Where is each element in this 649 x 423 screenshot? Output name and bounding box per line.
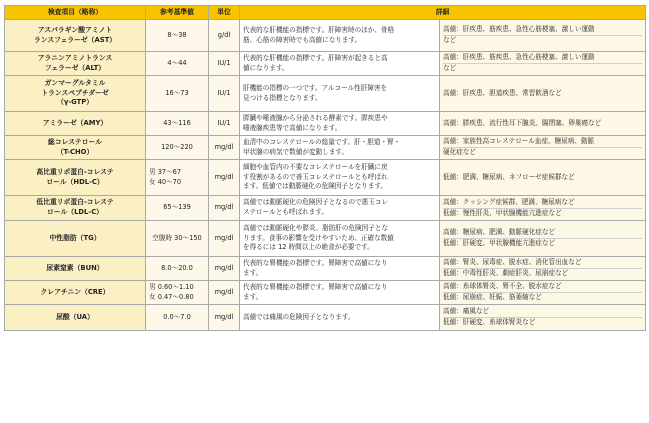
description	[240, 221, 440, 257]
reference-range-line: 4～44	[167, 58, 187, 67]
unit: mg/dl	[209, 160, 240, 196]
detail-notes-line: 低値：尿崩症、妊娠、筋萎縮など	[443, 292, 642, 303]
header-unit: 単位	[209, 6, 240, 20]
detail-notes	[440, 136, 646, 160]
description	[240, 160, 440, 196]
description	[240, 196, 440, 221]
test-item-name-line: 中性脂肪（TG）	[49, 233, 101, 242]
test-item-name-line: ロール（LDL-C）	[47, 208, 103, 216]
description-line: ます。	[243, 292, 263, 301]
test-item-name-line: 高比重リポ蛋白-コレステ	[36, 167, 114, 176]
test-item-name-line: アミラーゼ（AMY）	[42, 118, 108, 127]
test-item-name-line: アラニンアミノトランス	[37, 53, 113, 62]
description	[240, 52, 440, 76]
detail-notes	[440, 112, 646, 136]
detail-notes	[440, 52, 646, 76]
table-row	[5, 160, 646, 196]
unit: mg/dl	[209, 196, 240, 221]
description	[240, 76, 440, 112]
test-item-name	[5, 52, 146, 76]
description-line: 高値では痛風の危険因子となります。	[243, 312, 355, 321]
reference-range	[146, 52, 209, 76]
test-item-name-line: （T-CHO）	[56, 147, 94, 156]
reference-range-line: 空腹時 30～150	[152, 233, 202, 242]
reference-range-line: 0.0～7.0	[163, 312, 191, 321]
unit: mg/dl	[209, 305, 240, 331]
detail-notes-line: 低値：慢性肝炎、甲状腺機能亢進症など	[443, 208, 642, 219]
reference-range-line: 女 40～70	[149, 177, 182, 186]
test-item-name	[5, 196, 146, 221]
detail-notes-line: など	[443, 35, 642, 46]
test-item-name-line: ロール（HDL-C）	[46, 177, 104, 186]
reference-range-line: 16～73	[165, 88, 189, 97]
reference-range	[146, 257, 209, 281]
description-line: ります。食事の影響を受けやすいため、正確な数値	[243, 233, 394, 242]
table-row	[5, 305, 646, 331]
header-ref: 参考基準値	[146, 6, 209, 20]
unit: g/dl	[209, 20, 240, 52]
reference-range	[146, 76, 209, 112]
detail-notes	[440, 281, 646, 305]
description	[240, 136, 440, 160]
table-row	[5, 221, 646, 257]
reference-range-line: 女 0.47～0.80	[149, 292, 194, 301]
reference-range-line: 男 0.60～1.10	[149, 282, 194, 291]
table-row	[5, 136, 646, 160]
unit: mg/dl	[209, 257, 240, 281]
lab-reference-table-container	[4, 5, 645, 331]
description-line: 見つける指標となります。	[243, 93, 322, 102]
detail-notes-line: 低値：中毒性肝炎、劇症肝炎、尿崩症など	[443, 268, 642, 279]
description-line: ます。低値では動脈硬化の危険因子となります。	[243, 182, 388, 191]
detail-notes-line: 高値：家族性高コレステロール血症、糖尿病、動脈	[443, 137, 595, 146]
description	[240, 257, 440, 281]
description-line: 血清中のコレステロールの総量です。肝・胆道・腎・	[243, 137, 401, 146]
test-item-name-line: 総コレステロール	[48, 137, 102, 146]
reference-range-line: 8.0～20.0	[161, 263, 193, 272]
detail-notes-line: 高値：肝疾患、筋疾患、急性心筋梗塞、激しい運動	[443, 25, 595, 34]
test-item-name	[5, 305, 146, 331]
table-row	[5, 20, 646, 52]
reference-range-line: 男 37～67	[149, 167, 182, 176]
detail-notes-line: 低値：肝硬変、甲状腺機能亢進症など	[443, 238, 642, 249]
description-line: 肝機能の指標の一つです。アルコール性肝障害を	[243, 83, 388, 92]
test-item-name	[5, 160, 146, 196]
reference-range	[146, 305, 209, 331]
reference-range	[146, 112, 209, 136]
detail-notes-line: 硬化症など	[443, 147, 642, 158]
detail-notes-line: など	[443, 63, 642, 74]
table-row	[5, 76, 646, 112]
test-item-name-line: ガンマーグルタミル	[44, 78, 106, 87]
unit: IU/1	[209, 52, 240, 76]
detail-notes-line: 高値：肝疾患、筋疾患、急性心筋梗塞、激しい運動	[443, 53, 595, 62]
reference-range-line: 65～139	[163, 203, 191, 212]
description-line: ステロールとも呼ばれます。	[243, 208, 328, 216]
test-item-name-line: 尿素窒素（BUN）	[46, 263, 104, 272]
description	[240, 305, 440, 331]
test-item-name-line: （γ-GTP）	[56, 98, 94, 107]
test-item-name	[5, 112, 146, 136]
unit: mg/dl	[209, 136, 240, 160]
test-item-name	[5, 281, 146, 305]
detail-notes-line: 高値：肝疾患、胆道疾患、常習飲酒など	[443, 88, 562, 97]
unit: IU/1	[209, 76, 240, 112]
detail-notes	[440, 221, 646, 257]
detail-notes-line: 高値：痛風など	[443, 307, 490, 316]
description-line: す役割があるので善玉コレステロールとも呼ばれ	[243, 172, 388, 181]
test-item-name	[5, 136, 146, 160]
detail-notes	[440, 76, 646, 112]
description-line: 膵臓や唾液腺から分泌される酵素です。膵疾患や	[243, 113, 388, 122]
reference-range-line: 8～38	[167, 30, 187, 39]
reference-range	[146, 20, 209, 52]
table-row	[5, 257, 646, 281]
description-line: 高値では動脈硬化の危険因子となるので悪玉コレ	[243, 198, 389, 207]
detail-notes-line: 低値：肥満、糖尿病、ネフローゼ症候群など	[443, 172, 575, 181]
description-line: 代表的な腎機能の指標です。腎障害で高値になり	[243, 282, 388, 291]
reference-range	[146, 136, 209, 160]
table-row	[5, 112, 646, 136]
description	[240, 20, 440, 52]
detail-notes	[440, 196, 646, 221]
test-item-name-line: ランスフェラーゼ（AST）	[33, 35, 117, 44]
table-row	[5, 196, 646, 221]
header-detail: 詳細	[240, 6, 646, 20]
description-line: 筋、心筋の障害時でも高値になります。	[243, 35, 362, 44]
description-line: 唾液腺疾患等で高値になります。	[243, 123, 342, 132]
detail-notes-line: 高値：糸球体腎炎、腎不全、脱水症など	[443, 282, 562, 291]
reference-range	[146, 196, 209, 221]
detail-notes	[440, 257, 646, 281]
reference-range	[146, 281, 209, 305]
description-line: 代表的な肝機能の指標です。肝障害時のほか、骨格	[243, 25, 395, 34]
reference-range	[146, 221, 209, 257]
description-line: 細胞や血管内の不要なコレステロールを肝臓に戻	[243, 163, 388, 172]
description-line: 高値では動脈硬化や膵炎、脂肪肝の危険因子とな	[243, 224, 389, 233]
test-item-name	[5, 221, 146, 257]
table-body	[5, 20, 646, 331]
description	[240, 281, 440, 305]
unit: IU/1	[209, 112, 240, 136]
test-item-name-line: 尿酸（UA）	[56, 312, 94, 321]
description-line: を得るには 12 時間以上の絶食が必要です。	[243, 243, 374, 252]
detail-notes	[440, 20, 646, 52]
test-item-name-line: アスパラギン酸アミノト	[37, 25, 113, 34]
reference-range-line: 120～220	[161, 142, 193, 151]
detail-notes-line: 低値：肝硬変、糸球体腎炎など	[443, 317, 642, 328]
description-line: 代表的な腎機能の指標です。腎障害で高値になり	[243, 258, 388, 267]
detail-notes-line: 高値：糖尿病、肥満、動脈硬化症など	[443, 228, 556, 237]
description-line: 値になります。	[243, 63, 289, 72]
table-header-row	[5, 6, 646, 20]
test-item-name	[5, 20, 146, 52]
reference-range-line: 43～116	[163, 118, 191, 127]
description-line: 代表的な肝機能の指標です。肝障害が起きると高	[243, 53, 388, 62]
test-item-name-line: フェラーゼ（ALT）	[44, 63, 106, 72]
detail-notes-line: 高値：膵疾患、流行性耳下腺炎、腸閉塞、卵巣癌など	[443, 118, 602, 127]
description-line: ます。	[243, 268, 263, 277]
detail-notes-line: 高値：クッシング症候群、肥満、糖尿病など	[443, 197, 575, 206]
table-row	[5, 52, 646, 76]
unit: mg/dl	[209, 221, 240, 257]
header-item: 検査項目（略称）	[5, 6, 146, 20]
test-item-name-line: トランスペプチダーゼ	[41, 88, 109, 97]
description-line: 甲状腺の病気で数値が変動します。	[243, 147, 348, 156]
detail-notes	[440, 305, 646, 331]
table-row	[5, 281, 646, 305]
detail-notes	[440, 160, 646, 196]
detail-notes-line: 高値：腎炎、尿毒症、脱水症、消化管出血など	[443, 258, 582, 267]
test-item-name	[5, 76, 146, 112]
unit: mg/dl	[209, 281, 240, 305]
lab-reference-table	[4, 5, 646, 331]
reference-range	[146, 160, 209, 196]
description	[240, 112, 440, 136]
test-item-name-line: クレアチニン（CRE）	[40, 287, 110, 296]
test-item-name-line: 低比重リポ蛋白-コレステ	[36, 198, 114, 207]
test-item-name	[5, 257, 146, 281]
